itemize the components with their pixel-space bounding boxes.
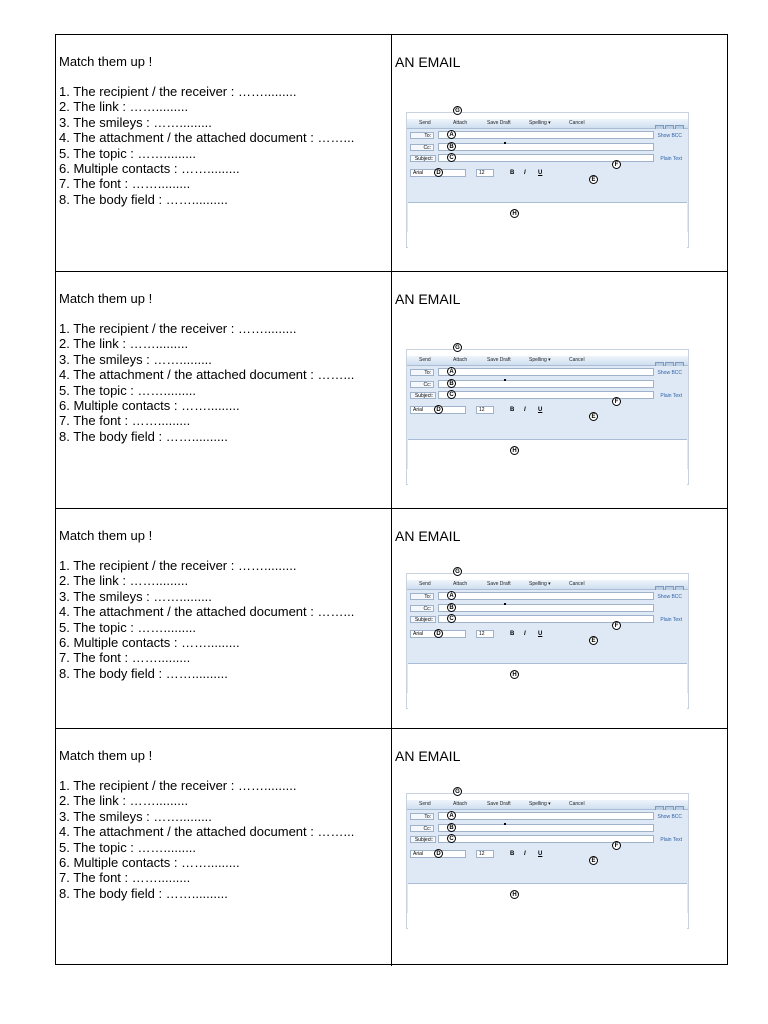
spelling-button: Spelling ▾ xyxy=(529,581,551,587)
marker-b: B xyxy=(447,823,456,832)
underline-button: U xyxy=(538,631,543,637)
size-select: 12 xyxy=(476,406,494,414)
bold-button: B xyxy=(510,170,515,176)
marker-c: C xyxy=(447,614,456,623)
question-item: 1. The recipient / the receiver : ……......... xyxy=(59,84,297,99)
marker-b: B xyxy=(447,379,456,388)
to-label: To: xyxy=(410,369,434,376)
question-item: 5. The topic : ……......... xyxy=(59,145,197,161)
card-row xyxy=(56,272,727,509)
marker-e: E xyxy=(589,856,598,865)
bold-button: B xyxy=(510,407,515,413)
size-select: 12 xyxy=(476,850,494,858)
marker-a: A xyxy=(447,367,456,376)
body-field xyxy=(408,883,687,929)
dot xyxy=(504,823,506,825)
marker-d: D xyxy=(434,629,443,638)
save-draft-button: Save Draft xyxy=(487,120,511,126)
marker-h: H xyxy=(510,209,519,218)
question-item: 6. Multiple contacts : ……......... xyxy=(59,398,240,414)
marker-f: F xyxy=(612,397,621,406)
marker-e: E xyxy=(589,175,598,184)
save-draft-button: Save Draft xyxy=(487,581,511,587)
underline-button: U xyxy=(538,407,543,413)
question-item: 4. The attachment / the attached document : ……... xyxy=(59,130,355,146)
format-bar xyxy=(410,630,677,639)
font-select: Arial xyxy=(410,630,466,638)
subject-field xyxy=(438,835,654,843)
email-compose-screenshot xyxy=(406,789,689,929)
card-title: Match them up ! xyxy=(59,748,153,763)
compose-toolbar xyxy=(407,580,688,590)
cancel-button: Cancel xyxy=(569,801,585,807)
marker-f: F xyxy=(612,841,621,850)
marker-a: A xyxy=(447,811,456,820)
size-select: 12 xyxy=(476,169,494,177)
question-item: 1. The recipient / the receiver : ……......... xyxy=(59,321,297,336)
email-compose-screenshot xyxy=(406,345,689,485)
question-item: 8. The body field : …….......... xyxy=(59,191,228,207)
plain-text-link: Plain Text xyxy=(660,837,682,843)
subject-label: Subject: xyxy=(410,392,436,399)
underline-button: U xyxy=(538,851,543,857)
format-bar xyxy=(410,850,677,859)
marker-b: B xyxy=(447,603,456,612)
question-cell xyxy=(56,272,392,508)
marker-h: H xyxy=(510,670,519,679)
body-field xyxy=(408,202,687,248)
save-draft-button: Save Draft xyxy=(487,357,511,363)
question-item: 1. The recipient / the receiver : ……......... xyxy=(59,778,297,793)
cc-label: Cc: xyxy=(410,381,434,388)
dot xyxy=(504,379,506,381)
card-title: Match them up ! xyxy=(59,54,153,69)
question-item: 3. The smileys : ……......... xyxy=(59,351,212,367)
marker-h: H xyxy=(510,446,519,455)
compose-toolbar xyxy=(407,356,688,366)
show-bcc-link: Show BCC xyxy=(657,814,682,820)
question-item: 4. The attachment / the attached document : ……... xyxy=(59,824,355,840)
marker-g: G xyxy=(453,343,462,352)
dot xyxy=(504,142,506,144)
subject-field xyxy=(438,391,654,399)
cc-field xyxy=(438,143,654,151)
marker-f: F xyxy=(612,621,621,630)
spelling-button: Spelling ▾ xyxy=(529,120,551,126)
question-cell xyxy=(56,729,392,966)
question-item: 2. The link : ……......... xyxy=(59,573,189,589)
show-bcc-link: Show BCC xyxy=(657,133,682,139)
body-field xyxy=(408,439,687,485)
bold-button: B xyxy=(510,851,515,857)
attach-button: Attach xyxy=(453,357,468,363)
send-button: Send xyxy=(419,801,431,807)
compose-toolbar xyxy=(407,119,688,129)
question-item: 3. The smileys : ……......... xyxy=(59,114,212,130)
question-item: 8. The body field : …….......... xyxy=(59,428,228,444)
format-bar xyxy=(410,406,677,415)
attach-button: Attach xyxy=(453,120,468,126)
font-select: Arial xyxy=(410,850,466,858)
question-item: 3. The smileys : ……......... xyxy=(59,808,212,824)
marker-e: E xyxy=(589,636,598,645)
email-compose-screenshot xyxy=(406,108,689,248)
card-row xyxy=(56,729,727,966)
show-bcc-link: Show BCC xyxy=(657,370,682,376)
question-item: 2. The link : ……......... xyxy=(59,99,189,115)
marker-b: B xyxy=(447,142,456,151)
italic-button: I xyxy=(524,407,526,413)
marker-c: C xyxy=(447,390,456,399)
save-draft-button: Save Draft xyxy=(487,801,511,807)
marker-c: C xyxy=(447,153,456,162)
to-label: To: xyxy=(410,132,434,139)
marker-a: A xyxy=(447,130,456,139)
compose-toolbar xyxy=(407,800,688,810)
question-item: 8. The body field : …….......... xyxy=(59,665,228,681)
marker-d: D xyxy=(434,405,443,414)
attach-button: Attach xyxy=(453,581,468,587)
subject-label: Subject: xyxy=(410,836,436,843)
question-list xyxy=(59,321,391,444)
body-field xyxy=(408,663,687,709)
worksheet-grid xyxy=(55,34,728,965)
bold-button: B xyxy=(510,631,515,637)
marker-g: G xyxy=(453,567,462,576)
italic-button: I xyxy=(524,631,526,637)
subject-field xyxy=(438,615,654,623)
cancel-button: Cancel xyxy=(569,581,585,587)
question-item: 5. The topic : ……......... xyxy=(59,619,197,635)
plain-text-link: Plain Text xyxy=(660,156,682,162)
cancel-button: Cancel xyxy=(569,120,585,126)
email-heading: AN EMAIL xyxy=(395,54,461,70)
to-label: To: xyxy=(410,593,434,600)
to-field xyxy=(438,368,654,376)
send-button: Send xyxy=(419,581,431,587)
plain-text-link: Plain Text xyxy=(660,617,682,623)
email-cell xyxy=(392,729,727,966)
spelling-button: Spelling ▾ xyxy=(529,357,551,363)
email-cell xyxy=(392,272,727,508)
spelling-button: Spelling ▾ xyxy=(529,801,551,807)
cancel-button: Cancel xyxy=(569,357,585,363)
cc-label: Cc: xyxy=(410,144,434,151)
question-item: 5. The topic : ……......... xyxy=(59,382,197,398)
question-item: 6. Multiple contacts : ……......... xyxy=(59,161,240,177)
to-label: To: xyxy=(410,813,434,820)
underline-button: U xyxy=(538,170,543,176)
cc-field xyxy=(438,824,654,832)
cc-label: Cc: xyxy=(410,825,434,832)
card-row xyxy=(56,509,727,729)
marker-c: C xyxy=(447,834,456,843)
send-button: Send xyxy=(419,357,431,363)
marker-h: H xyxy=(510,890,519,899)
question-item: 7. The font : ……......... xyxy=(59,870,191,886)
card-title: Match them up ! xyxy=(59,528,153,543)
email-cell xyxy=(392,509,727,728)
question-item: 7. The font : ……......... xyxy=(59,650,191,666)
plain-text-link: Plain Text xyxy=(660,393,682,399)
question-list xyxy=(59,778,391,901)
email-cell xyxy=(392,35,727,271)
format-bar xyxy=(410,169,677,178)
email-heading: AN EMAIL xyxy=(395,528,461,544)
email-compose-screenshot xyxy=(406,569,689,709)
font-select: Arial xyxy=(410,169,466,177)
marker-a: A xyxy=(447,591,456,600)
marker-d: D xyxy=(434,849,443,858)
send-button: Send xyxy=(419,120,431,126)
font-select: Arial xyxy=(410,406,466,414)
question-item: 2. The link : ……......... xyxy=(59,793,189,809)
marker-g: G xyxy=(453,106,462,115)
email-heading: AN EMAIL xyxy=(395,291,461,307)
to-field xyxy=(438,812,654,820)
question-item: 6. Multiple contacts : ……......... xyxy=(59,635,240,651)
question-item: 5. The topic : ……......... xyxy=(59,839,197,855)
show-bcc-link: Show BCC xyxy=(657,594,682,600)
subject-label: Subject: xyxy=(410,155,436,162)
question-item: 7. The font : ……......... xyxy=(59,176,191,192)
email-heading: AN EMAIL xyxy=(395,748,461,764)
question-item: 8. The body field : …….......... xyxy=(59,885,228,901)
marker-e: E xyxy=(589,412,598,421)
card-title: Match them up ! xyxy=(59,291,153,306)
question-item: 2. The link : ……......... xyxy=(59,336,189,352)
italic-button: I xyxy=(524,851,526,857)
question-item: 4. The attachment / the attached document : ……... xyxy=(59,604,355,620)
question-item: 7. The font : ……......... xyxy=(59,413,191,429)
cc-field xyxy=(438,604,654,612)
question-item: 1. The recipient / the receiver : ……......... xyxy=(59,558,297,573)
question-item: 6. Multiple contacts : ……......... xyxy=(59,855,240,871)
question-item: 3. The smileys : ……......... xyxy=(59,588,212,604)
italic-button: I xyxy=(524,170,526,176)
marker-d: D xyxy=(434,168,443,177)
dot xyxy=(504,603,506,605)
question-list xyxy=(59,558,391,681)
cc-field xyxy=(438,380,654,388)
subject-label: Subject: xyxy=(410,616,436,623)
card-row xyxy=(56,35,727,272)
to-field xyxy=(438,592,654,600)
question-cell xyxy=(56,35,392,271)
attach-button: Attach xyxy=(453,801,468,807)
size-select: 12 xyxy=(476,630,494,638)
marker-f: F xyxy=(612,160,621,169)
question-cell xyxy=(56,509,392,728)
question-item: 4. The attachment / the attached document : ……... xyxy=(59,367,355,383)
subject-field xyxy=(438,154,654,162)
marker-g: G xyxy=(453,787,462,796)
cc-label: Cc: xyxy=(410,605,434,612)
to-field xyxy=(438,131,654,139)
question-list xyxy=(59,84,391,207)
